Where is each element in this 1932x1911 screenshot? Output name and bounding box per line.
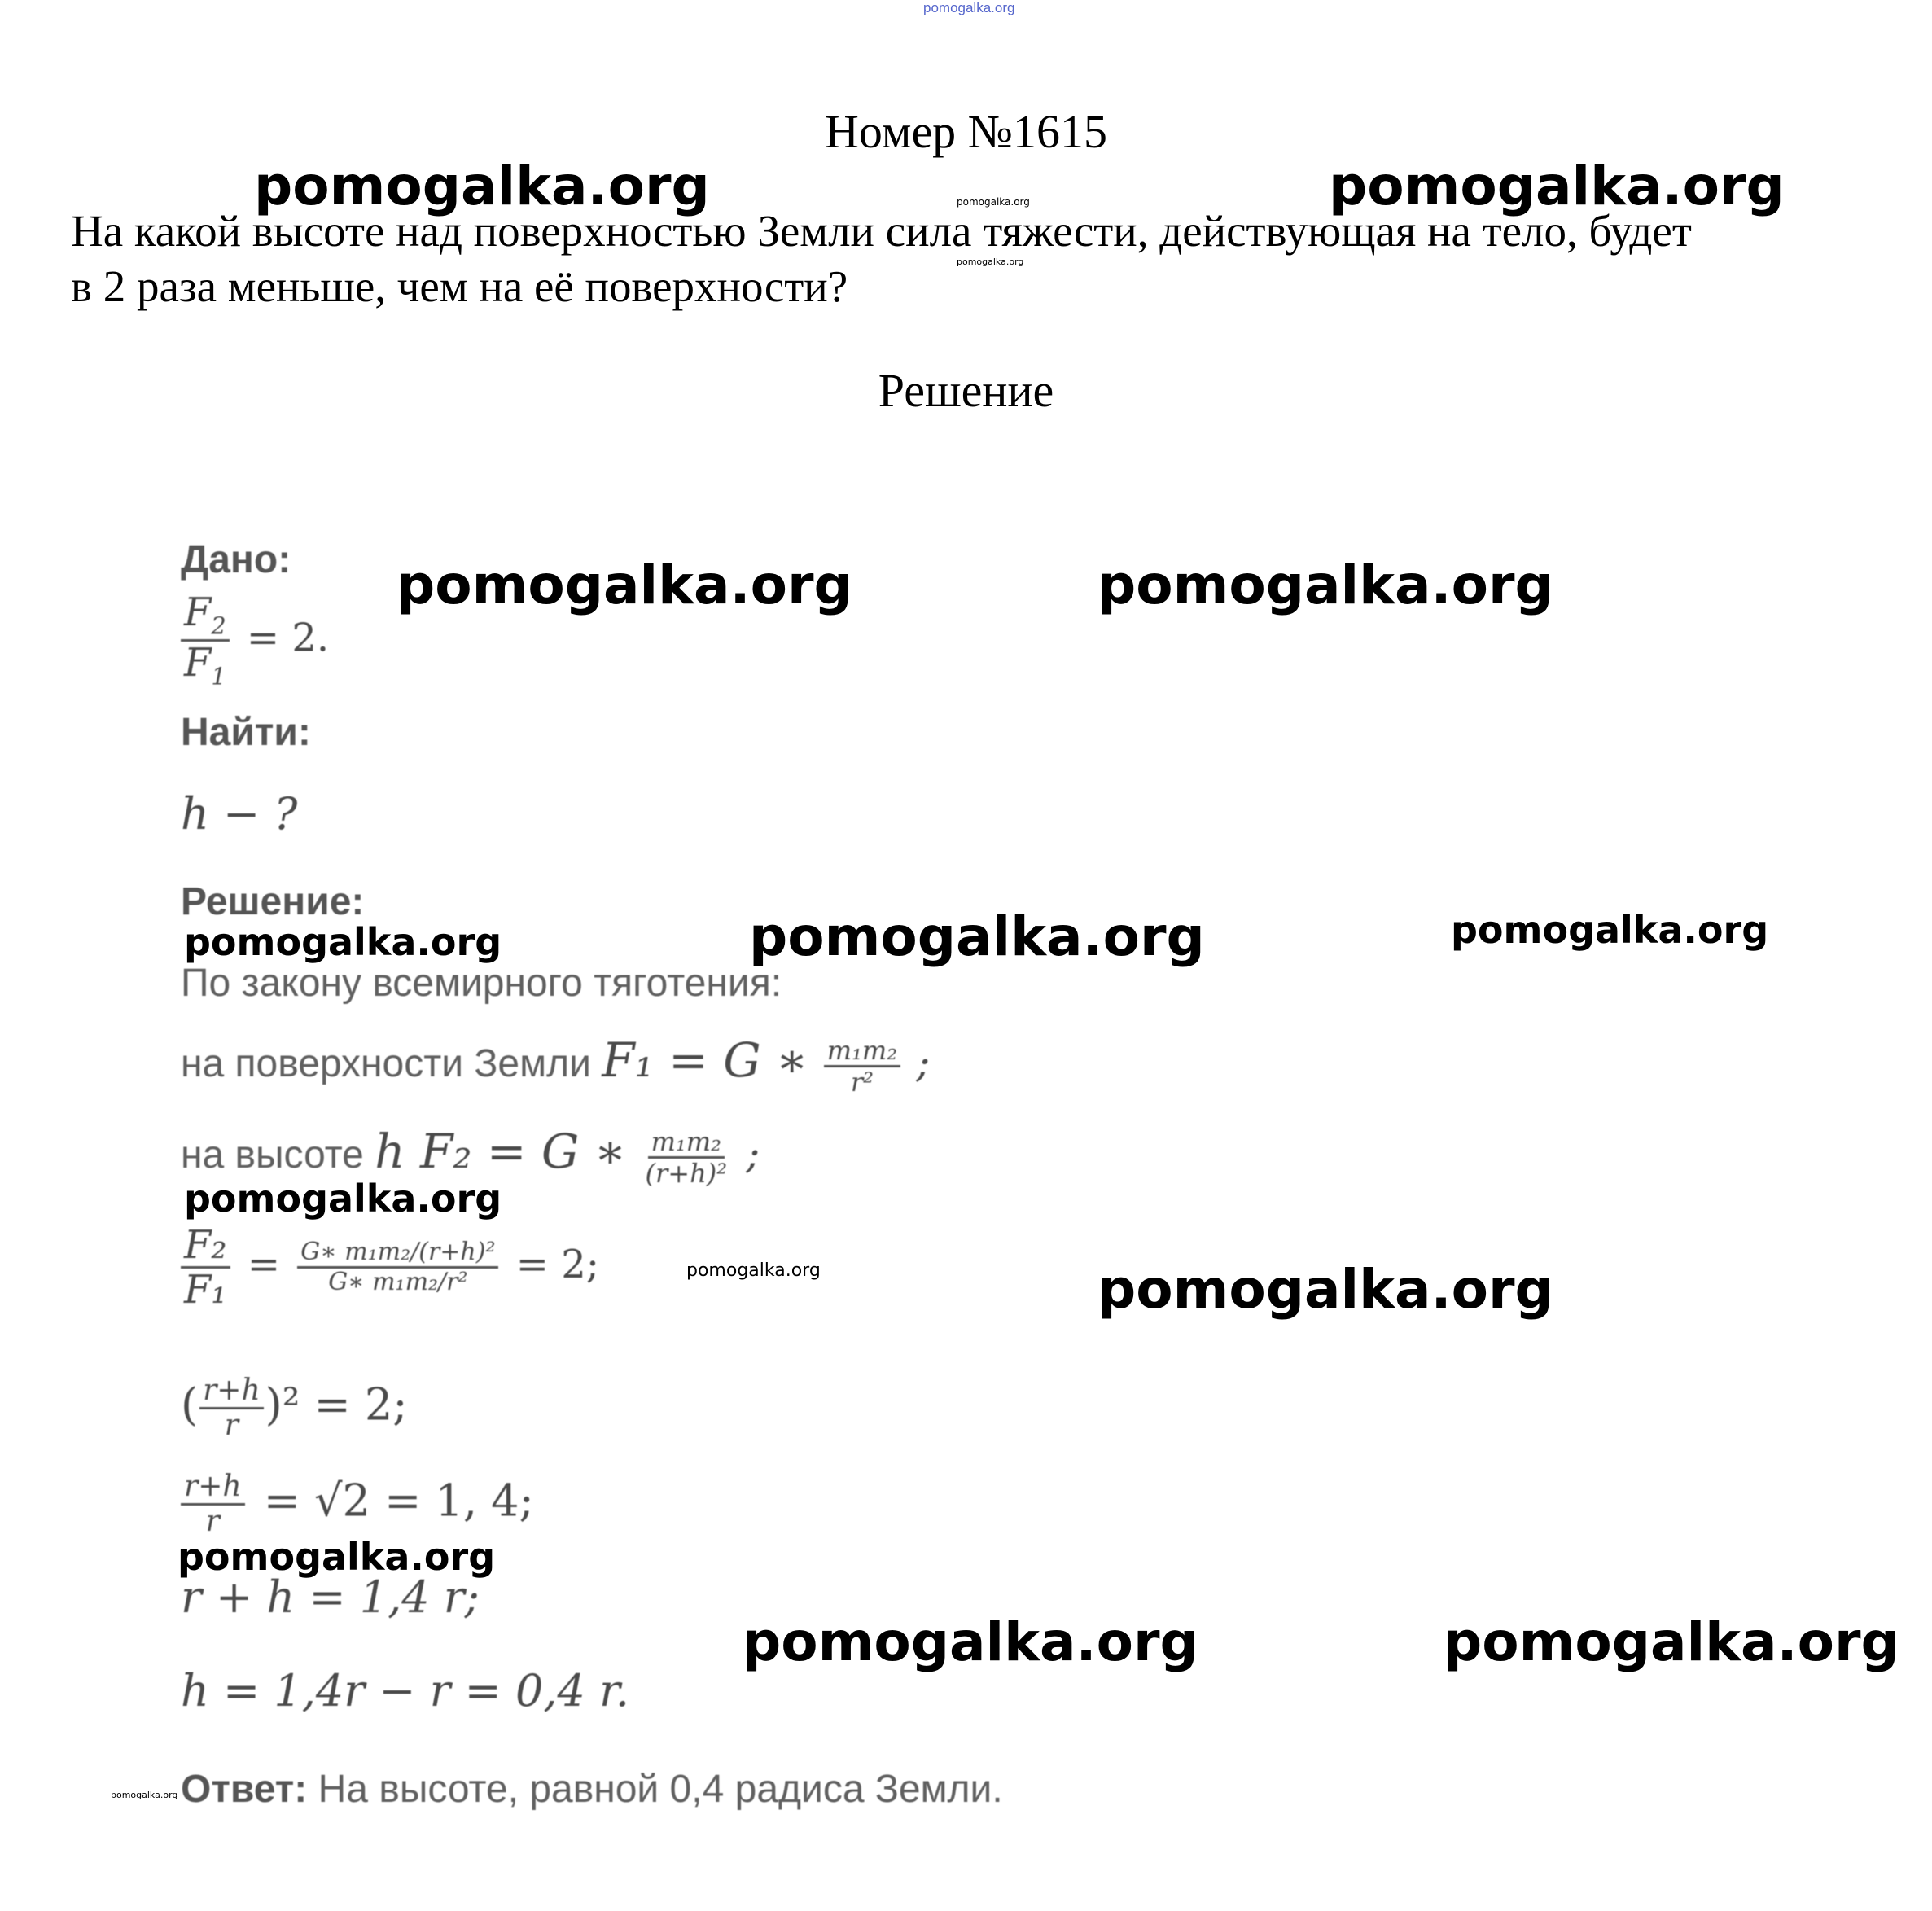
solution-label: Решение: — [181, 880, 365, 923]
watermark: pomogalka.org — [1444, 1611, 1899, 1673]
surface-formula: на поверхности Земли F₁ = G ∗ $\frac{\text{m₁m₂}}{\text{r²}}$ ; — [181, 1032, 931, 1098]
answer-line — [181, 1767, 1003, 1812]
task-text-line-1: На какой высоте над поверхностью Земли сила тяжести, действующая на тело, будет — [71, 206, 1692, 256]
step-4-formula: h = 1,4r − r = 0,4 r. — [181, 1665, 630, 1716]
answer-label: Ответ: — [181, 1768, 308, 1811]
step-2-formula: $\frac{r+h}{r}$ = √2 = 1, 4; — [181, 1472, 534, 1536]
watermark: pomogalka.org — [396, 554, 852, 616]
step-1-formula: ( $\frac{r+h}{r}$ )² = 2; — [181, 1374, 408, 1442]
find-value: h − ? — [181, 788, 298, 839]
watermark: pomogalka.org — [957, 256, 1024, 267]
watermark: pomogalka.org — [686, 1260, 821, 1281]
watermark: pomogalka.org — [184, 920, 502, 964]
height-formula: на высоте h F₂ = G ∗ $\frac{\text{m₁m₂}}{\text{(r+h)²}}$ ; — [181, 1124, 760, 1189]
watermark: pomogalka.org — [1097, 554, 1553, 616]
watermark: pomogalka.org — [749, 905, 1205, 968]
top-watermark: pomogalka.org — [923, 0, 1015, 15]
find-label: Найти: — [181, 711, 311, 754]
step-3-formula: r + h = 1,4 r; — [181, 1571, 480, 1623]
watermark: pomogalka.org — [111, 1790, 178, 1800]
watermark: pomogalka.org — [957, 196, 1030, 208]
law-text: По закону всемирного тяготения: — [181, 962, 782, 1005]
watermark: pomogalka.org — [743, 1611, 1198, 1673]
watermark: pomogalka.org — [254, 155, 710, 217]
given-label: Дано: — [181, 538, 291, 581]
section-title: Решение — [878, 364, 1054, 417]
task-text-line-2: в 2 раза меньше, чем на её поверхности? — [71, 261, 848, 311]
answer-text: На высоте, равной 0,4 радиса Земли. — [318, 1768, 1003, 1811]
page-title: Номер №1615 — [824, 105, 1108, 158]
watermark: pomogalka.org — [1451, 908, 1769, 952]
watermark: pomogalka.org — [1097, 1258, 1553, 1321]
watermark: pomogalka.org — [1329, 155, 1785, 217]
given-formula: $\frac{F_2}{F_1}$ = 2. — [181, 593, 329, 689]
watermark: pomogalka.org — [184, 1177, 502, 1221]
watermark: pomogalka.org — [177, 1535, 496, 1579]
ratio-formula: $\frac{\text{F₂}}{\text{F₁}}$ = $\frac{\text{G∗ m₁m₂/(r+h)²}}{\text{G∗ m₁m₂/r²}}$ = 2; — [181, 1225, 599, 1309]
